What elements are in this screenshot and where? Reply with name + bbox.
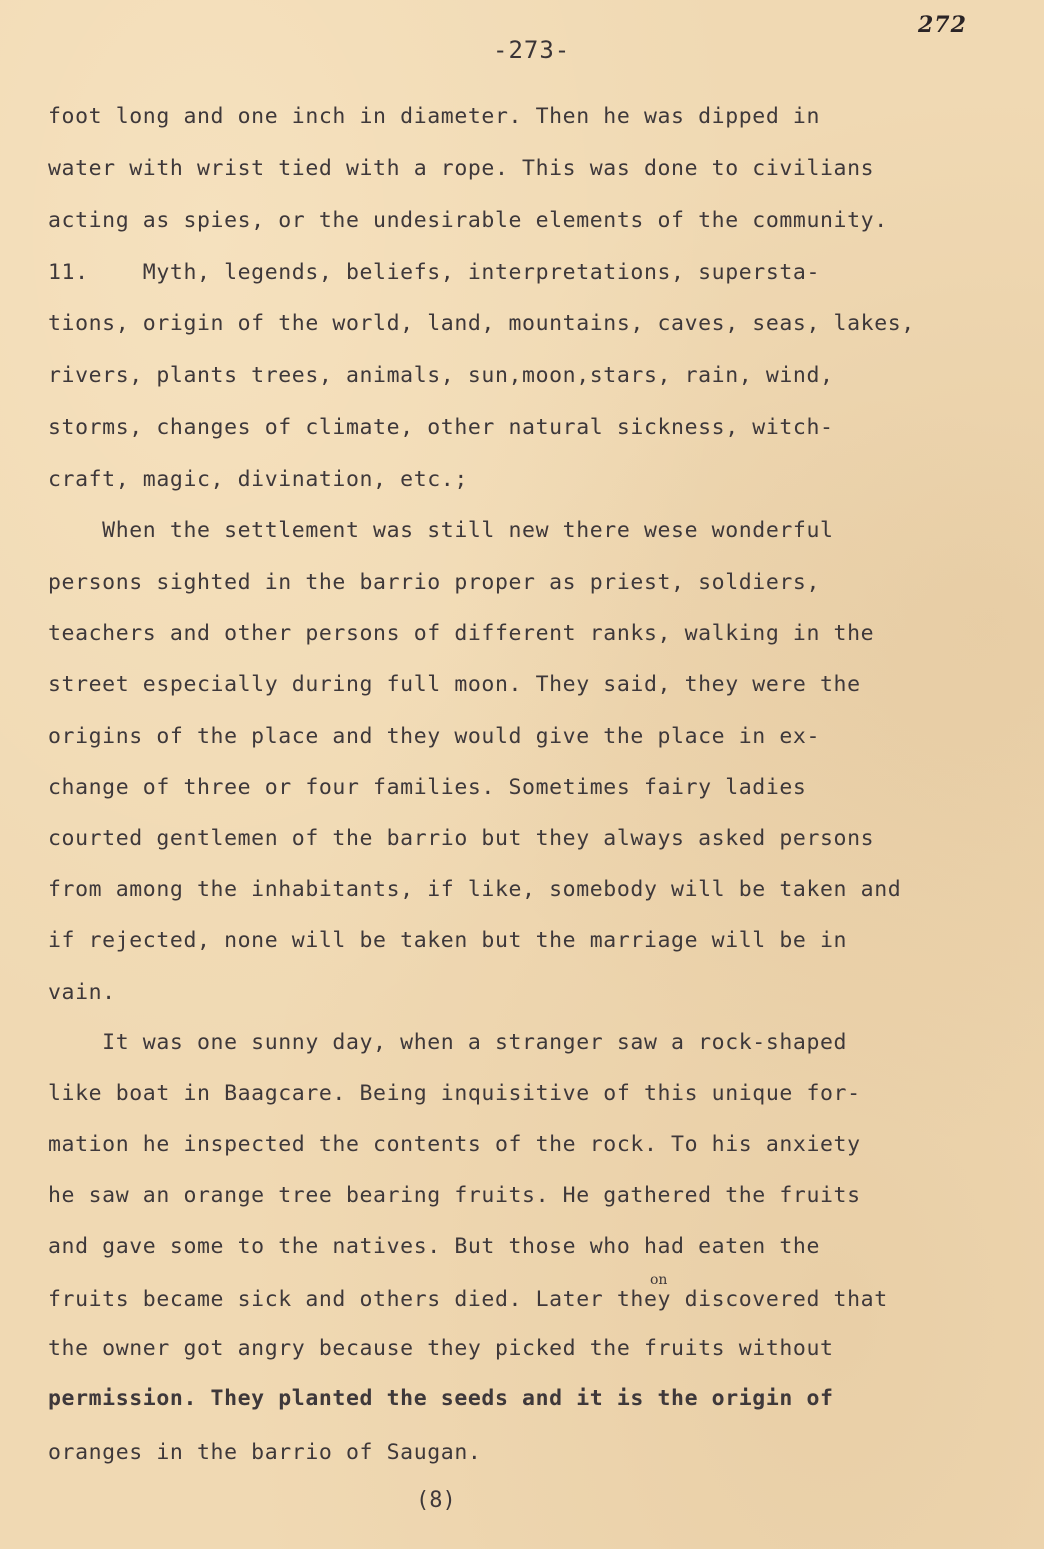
text-line: fruits became sick and others died. Later they discovered that (48, 1287, 888, 1312)
text-line: tions, origin of the world, land, mountains, caves, seas, lakes, (48, 311, 915, 336)
text-line: the owner got angry because they picked the fruits without (48, 1336, 834, 1361)
text-line: foot long and one inch in diameter. Then he was dipped in (48, 104, 821, 129)
text-line: water with wrist tied with a rope. This was done to civilians (48, 156, 875, 181)
paragraph-start: It was one sunny day, when a stranger saw a rock-shaped (48, 1030, 848, 1055)
text-line: mation he inspected the contents of the rock. To his anxiety (48, 1132, 861, 1157)
text-line: vain. (48, 980, 116, 1005)
text-line: courted gentlemen of the barrio but they always asked persons (48, 826, 875, 851)
text-line: permission. They planted the seeds and it is the origin of (48, 1386, 834, 1411)
text-line: if rejected, none will be taken but the marriage will be in (48, 928, 848, 953)
handwritten-page-number: 272 (918, 12, 967, 38)
footer-number: (8) (416, 1488, 456, 1513)
text-line: change of three or four families. Sometimes fairy ladies (48, 775, 807, 800)
text-line: he saw an orange tree bearing fruits. He gathered the fruits (48, 1183, 861, 1208)
text-line: from among the inhabitants, if like, somebody will be taken and (48, 877, 902, 902)
text-line: rivers, plants trees, animals, sun,moon,stars, rain, wind, (48, 363, 834, 388)
text-line: teachers and other persons of different ranks, walking in the (48, 621, 875, 646)
text-line: persons sighted in the barrio proper as priest, soldiers, (48, 570, 821, 595)
text-line: like boat in Baagcare. Being inquisitive of this unique for- (48, 1081, 861, 1106)
page-number: -273- (493, 36, 571, 64)
text-line: street especially during full moon. They said, they were the (48, 672, 861, 697)
paragraph-start: When the settlement was still new there wese wonderful (48, 518, 834, 543)
text-line: origins of the place and they would give the place in ex- (48, 724, 821, 749)
text-line: oranges in the barrio of Saugan. (48, 1440, 482, 1465)
text-line: acting as spies, or the undesirable elements of the community. (48, 208, 888, 233)
text-line: craft, magic, divination, etc.; (48, 467, 468, 492)
insertion-mark: on (650, 1272, 668, 1288)
text-line: storms, changes of climate, other natural sickness, witch- (48, 415, 834, 440)
text-line: and gave some to the natives. But those who had eaten the (48, 1234, 821, 1259)
section-heading: 11. Myth, legends, beliefs, interpretations, supersta- (48, 260, 821, 285)
